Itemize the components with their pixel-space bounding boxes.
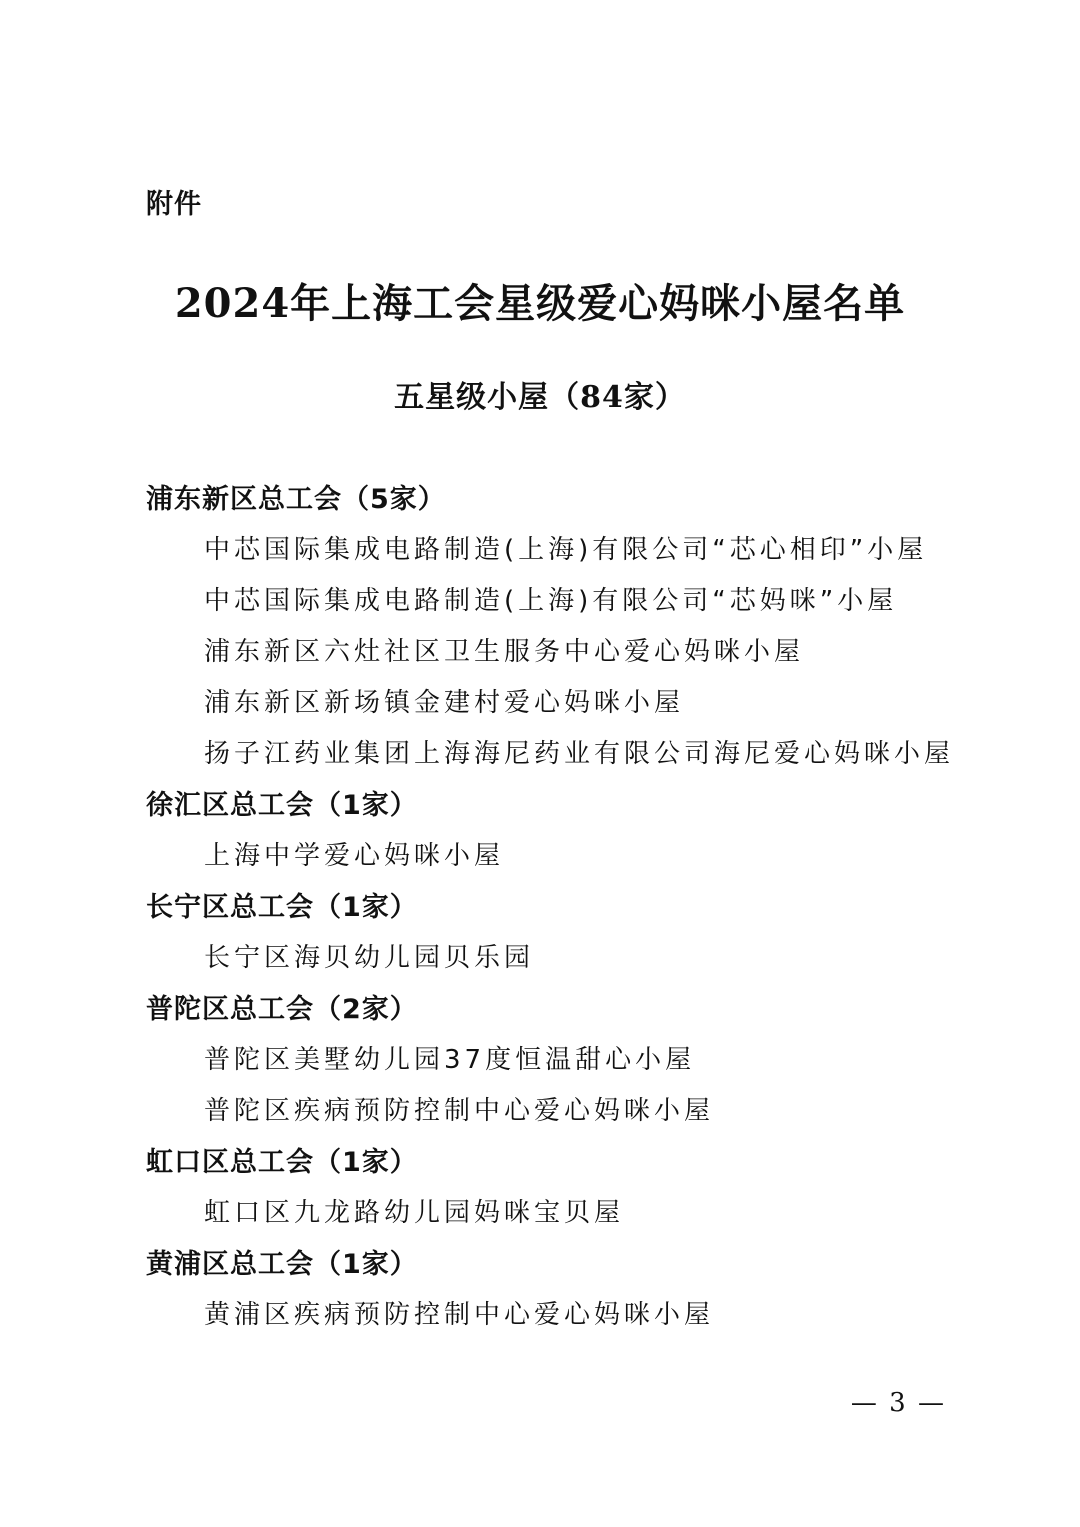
list-item: 浦东新区新场镇金建村爱心妈咪小屋 bbox=[204, 688, 685, 718]
roster-list bbox=[146, 474, 1026, 1341]
document-title: 2024年上海工会星级爱心妈咪小屋名单 bbox=[174, 280, 906, 327]
group-heading-changning: 长宁区总工会（1家） bbox=[146, 892, 418, 923]
group-heading-putuo: 普陀区总工会（2家） bbox=[146, 994, 418, 1025]
list-item: 中芯国际集成电路制造(上海)有限公司“芯心相印”小屋 bbox=[204, 535, 928, 565]
list-item: 中芯国际集成电路制造(上海)有限公司“芯妈咪”小屋 bbox=[204, 586, 898, 616]
group-heading-huangpu: 黄浦区总工会（1家） bbox=[146, 1249, 418, 1280]
list-item: 虹口区九龙路幼儿园妈咪宝贝屋 bbox=[204, 1198, 625, 1228]
list-item: 浦东新区六灶社区卫生服务中心爱心妈咪小屋 bbox=[204, 637, 805, 667]
section-title: 五星级小屋（84家） bbox=[394, 380, 686, 415]
group-heading-pudong: 浦东新区总工会（5家） bbox=[146, 484, 446, 515]
list-item: 普陀区疾病预防控制中心爱心妈咪小屋 bbox=[204, 1096, 715, 1126]
group-heading-xuhui: 徐汇区总工会（1家） bbox=[146, 790, 418, 821]
page-number: — 3 — bbox=[850, 1388, 946, 1418]
group-heading-hongkou: 虹口区总工会（1家） bbox=[146, 1147, 418, 1178]
list-item: 扬子江药业集团上海海尼药业有限公司海尼爱心妈咪小屋 bbox=[204, 739, 955, 769]
list-item: 长宁区海贝幼儿园贝乐园 bbox=[204, 943, 535, 973]
list-item: 普陀区美墅幼儿园37度恒温甜心小屋 bbox=[204, 1045, 696, 1075]
list-item: 黄浦区疾病预防控制中心爱心妈咪小屋 bbox=[204, 1300, 715, 1330]
list-item: 上海中学爱心妈咪小屋 bbox=[204, 841, 505, 871]
attachment-label: 附件 bbox=[146, 189, 202, 220]
